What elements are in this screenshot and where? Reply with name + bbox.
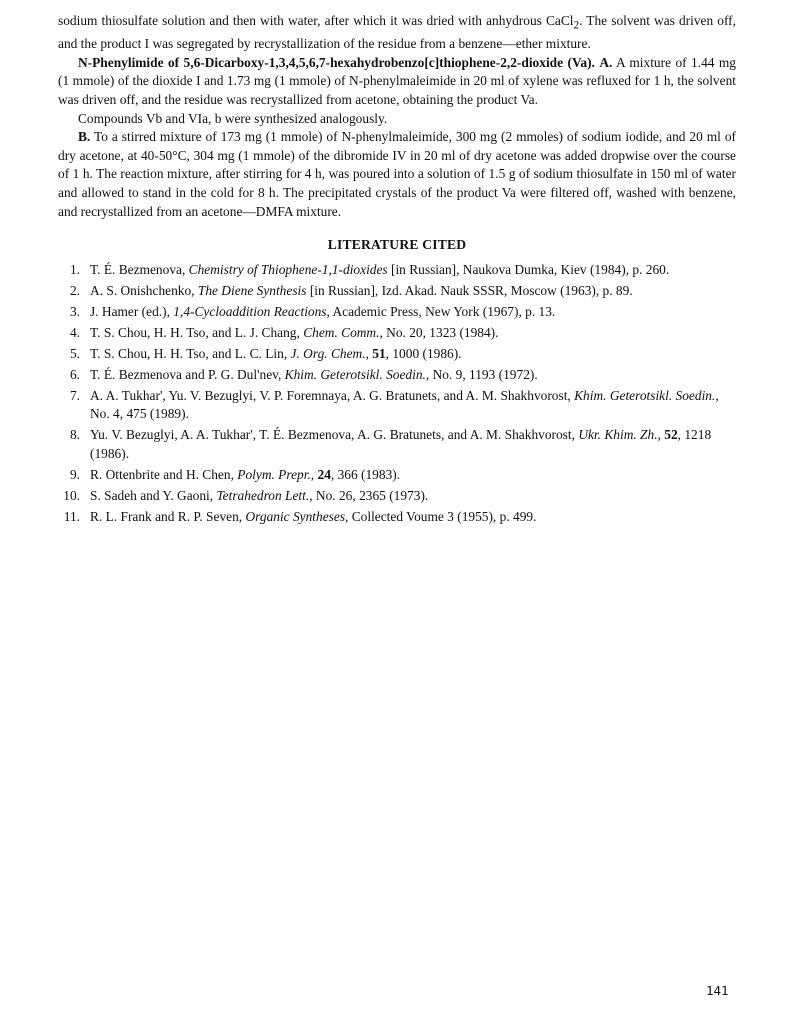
reference-number: 2.	[69, 282, 80, 298]
reference-number: 8.	[69, 427, 80, 443]
reference-details: , 1000 (1986).	[385, 345, 462, 361]
reference-number: 6.	[69, 366, 80, 382]
reference-volume: 51	[372, 345, 386, 361]
reference-authors: S. Sadeh and Y. Gaoni,	[90, 487, 217, 503]
literature-cited-heading: LITERATURE CITED	[327, 237, 467, 253]
reference-number: 5.	[69, 345, 80, 361]
reference-number: 11.	[63, 508, 80, 524]
reference-authors: T. S. Chou, H. H. Tso, and L. C. Lin,	[90, 345, 291, 361]
reference-authors: A. A. Tukhar', Yu. V. Bezuglyi, V. P. Foremnaya, A. G. Bratunets, and A. M. Shakhvorost,	[90, 387, 575, 403]
reference-details: , No. 26, 2365 (1973).	[309, 487, 429, 503]
reference-source: Chem. Comm.	[303, 324, 380, 340]
reference-source: Tetrahedron Lett.	[216, 487, 310, 503]
reference-number: 10.	[63, 487, 80, 503]
method-b-paragraph: B. To a stirred mixture of 173 mg (1 mmole) of N-phenylmaleimide, 300 mg (2 mmoles) of sodium iodide, and 20 ml of dry acetone, at 40-50°C, 304 mg (1 mmole) of the dibromide IV in 20 ml of dry acetone was added dropwise over the course of 1 h. The reaction mixture, after stirring for 4 h, was poured into a solution of 1.5 g of sodium thiosulfate in 150 ml of water and allowed to stand in the cold for 8 h. The precipitated crystals of the product Va were filtered off, washed with benzene, and recrystallized from an acetone—DMFA mixture.	[58, 129, 736, 219]
method-b-label: B.	[78, 129, 91, 145]
reference-item	[58, 508, 736, 527]
reference-item	[58, 387, 736, 424]
reference-details: , No. 4, 475 (1989).	[90, 387, 719, 422]
reference-source: The Diene Synthesis	[197, 282, 307, 298]
reference-authors: R. L. Frank and R. P. Seven,	[90, 508, 246, 524]
compounds-paragraph: Compounds Vb and VIa, b were synthesized analogously.	[78, 110, 388, 126]
reference-number: 1.	[69, 261, 80, 277]
reference-source: Organic Syntheses	[245, 508, 346, 524]
reference-source: 1,4-Cycloaddition Reactions	[173, 303, 327, 319]
page-body	[58, 12, 736, 529]
reference-details: , No. 20, 1323 (1984).	[379, 324, 499, 340]
reference-source: Polym. Prepr.	[237, 466, 311, 482]
reference-authors: R. Ottenbrite and H. Chen,	[90, 466, 238, 482]
reference-number: 9.	[69, 466, 80, 482]
reference-item: 9. R. Ottenbrite and H. Chen, Polym. Prepr., 24, 366 (1983).	[58, 466, 736, 485]
reference-source: Chemistry of Thiophene-1,1-dioxides	[188, 261, 388, 277]
reference-item	[58, 261, 736, 280]
reference-source: Khim. Geterotsikl. Soedin.	[574, 387, 716, 403]
reference-volume: 52	[664, 427, 678, 443]
reference-number: 7.	[69, 387, 80, 403]
reference-number: 4.	[69, 324, 80, 340]
reference-list	[58, 261, 736, 527]
reference-item: 5. T. S. Chou, H. H. Tso, and L. C. Lin, J. Org. Chem., 51, 1000 (1986).	[58, 345, 736, 364]
compound-heading: N-Phenylimide of 5,6-Dicarboxy-1,3,4,5,6,7-hexahydrobenzo[c]thiophene-2,2-dioxide (Va).	[78, 54, 595, 70]
reference-authors: J. Hamer (ed.),	[90, 303, 174, 319]
reference-item	[58, 303, 736, 322]
reference-details: [in Russian], Naukova Dumka, Kiev (1984), p. 260.	[387, 261, 670, 277]
reference-source: Khim. Geterotsikl. Soedin.	[284, 366, 426, 382]
reference-details: , Academic Press, New York (1967), p. 13.	[326, 303, 556, 319]
reference-number: 3.	[69, 303, 80, 319]
reference-source: Ukr. Khim. Zh.	[578, 427, 658, 443]
reference-authors: Yu. V. Bezuglyi, A. A. Tukhar', T. É. Bezmenova, A. G. Bratunets, and A. M. Shakhvorost,	[90, 427, 579, 443]
reference-item	[58, 487, 736, 506]
reference-item	[58, 366, 736, 385]
reference-volume: 24	[317, 466, 331, 482]
reference-details: [in Russian], Izd. Akad. Nauk SSSR, Moscow (1963), p. 89.	[306, 282, 633, 298]
reference-authors: T. É. Bezmenova,	[90, 261, 189, 277]
reference-item	[58, 282, 736, 301]
reference-details: , 1218 (1986).	[90, 427, 712, 461]
page-number: 141	[706, 983, 729, 998]
method-a-paragraph: N-Phenylimide of 5,6-Dicarboxy-1,3,4,5,6,7-hexahydrobenzo[c]thiophene-2,2-dioxide (Va). A. A mixture of 1.44 mg (1 mmole) of the dioxide I and 1.73 mg (1 mmole) of N-phenylmaleimide in 20 ml of xylene was refluxed for 1 h, the solvent was driven off, and the residue was recrystallized from acetone, obtaining the product Va.	[58, 54, 736, 108]
reference-authors: T. S. Chou, H. H. Tso, and L. J. Chang,	[90, 324, 304, 340]
method-a-label: A.	[599, 54, 613, 70]
reference-source: J. Org. Chem.	[290, 345, 366, 361]
reference-details: , 366 (1983).	[330, 466, 401, 482]
reference-details: , Collected Voume 3 (1955), p. 499.	[345, 508, 537, 524]
reference-item	[58, 324, 736, 343]
reference-details: , No. 9, 1193 (1972).	[425, 366, 538, 382]
reference-authors: A. S. Onishchenko,	[90, 282, 198, 298]
reference-authors: T. É. Bezmenova and P. G. Dul'nev,	[90, 366, 285, 382]
reference-item: 8. Yu. V. Bezuglyi, A. A. Tukhar', T. É. Bezmenova, A. G. Bratunets, and A. M. Shakhvorost, Ukr. Khim. Zh., 52, 1218 (1986).	[58, 426, 736, 463]
intro-paragraph: sodium thiosulfate solution and then with water, after which it was dried with anhydrous CaCl$_2$. The solvent was driven off, and the product I was segregated by recrystallization of the residue from a benzene—ether mixture.	[58, 13, 736, 52]
